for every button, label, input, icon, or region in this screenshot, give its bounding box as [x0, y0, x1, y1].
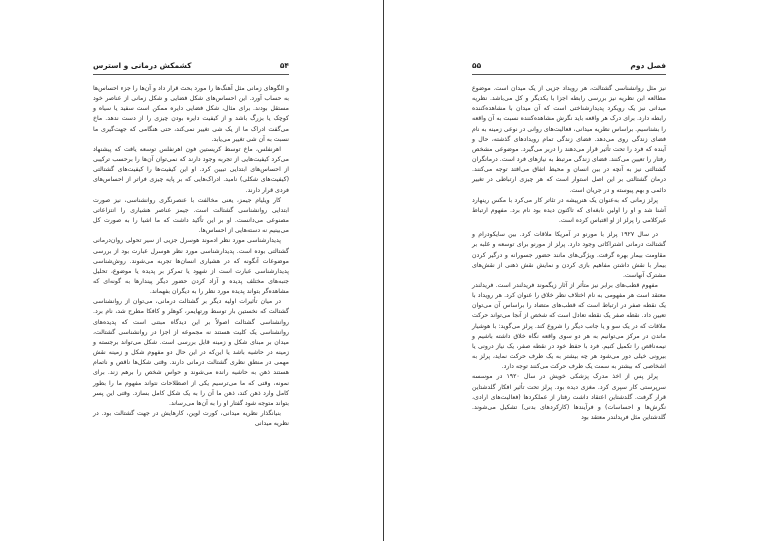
- right-page: [384, 0, 768, 541]
- paragraph: اهرنفلس، ماخ توسط کریستین فون اهرنفلس توسعه یافت که پیشنهاد می‌کرد کیفیت‌هایی از تجربه وجود دارند که نمی‌توان آن‌ها را برحسب ترکیبی از احساس‌های ابتدایی تبیین کرد. او این کیفیت‌ها را کیفیت‌های گشتالتی (کیفیت‌های شکلی) نامید. ادراک‌هایی که بر پایه چیزی فراتر از احساس‌های فردی قرار دارند.: [93, 145, 289, 194]
- right-chapter-label: فصل دوم: [630, 61, 666, 70]
- right-running-head: [472, 60, 666, 72]
- right-header-rule: [472, 74, 666, 75]
- left-running-head: [93, 60, 289, 72]
- paragraph: نیز مثل روانشناسی گشتالت، هر رویداد جزیی از یک میدان است. موضوع مطالعه این نظریه نیز بررسی رابطه اجزا با یکدیگر و کل می‌باشد. نظریه میدانی نیز یک رویکرد پدیدارشناختی است که آن میدان با مشاهده‌کننده رابطه دارد. برای درک هر واقعه باید نگرش مشاهده‌کننده نسبت به آن واقعه را بشناسیم. براساس نظریه میدانی، فعالیت‌های روانی در نوعی زمینه به نام فضای زندگی روی می‌دهد. فضای زندگی تمام رویدادهای گذشته، حال و آینده که فرد را تحت تأثیر قرار می‌دهند را دربر می‌گیرد. موضوعی مشخص رفتار را تعیین می‌کنند. فضای زندگی مرتبط به نیازهای فرد است. درمانگران گشتالتی نیز به آنچه در بین انسان و محیط اتفاق می‌افتد توجه می‌کنند. درمان گشتالتی بر این اصل استوار است که هر چیزی ارتباطی در تغییر دائمی و بهم پیوسته و در جریان است.: [472, 85, 666, 194]
- paragraph: در سال ۱۹۲۷ پرلز با مورنو در آمریکا ملاقات کرد. بین سایکودرام و گشتالت درمانی اشتراکاتی وجود دارد. پرلز از مورنو برای توسعه و غلبه بر مقاومت بیمار بهره گرفت. ویژگی‌های مانند حضور جسورانه و درگیر کردن بیمار با نقش داشتن مفاهیم بازی کردن و نمایش نقش ذهنی از نقش‌های مشترک آنهاست.: [472, 231, 666, 279]
- left-page-number: ۵۴: [279, 61, 289, 70]
- left-header-rule: [93, 74, 289, 75]
- paragraph: پرلز زمانی که به‌عنوان یک هنرپیشه در تئاتر کار می‌کرد با مکس رینهارد آشنا شد و او را اولین نابغه‌ای که تاکنون دیده بود نام برد. مفهوم ارتباط غیرکلامی را پرلز از او اقتباس کرده است.: [472, 196, 666, 225]
- paragraph: بنیانگذار نظریه میدانی، کورت لوین، کارهایش در جهت گشتالت بود. در نظریه میدانی: [93, 410, 289, 428]
- paragraph: پدیدارشناسی مورد نظر ادموند هوسرل جزیی از سیر تحولی روان‌درمانی گشتالتی بوده است. پدیدارشناسی مورد نظر هوسرل عبارت بود از بررسی موضوعات آنگونه که در هشیاری انسان‌ها تجربه می‌شوند. روش‌شناسی پدیدارشناسی عبارت است از شهود یا تمرکز بر پدیده یا موضوع، تحلیل جنبه‌های مختلف پدیده و آزاد کردن حضور دیگر پیندارها به گونه‌ای که مشاهده‌گر بتواند پدیده مورد نظر را به دیگران بفهماند.: [93, 237, 289, 296]
- left-body-text: [93, 84, 289, 429]
- paragraph: مفهوم قطب‌های برابر نیز متأثر از آثار زیگموند فریدلندر است. فریدلندر معتقد است هر مفهومی به نام اختلاف نظر خلاق را عنوان کرد. هر رویداد با یک نقطه صفر در ارتباط است که قطب‌های متضاد را براساس آن می‌توان تعیین داد. نقطه صفر یک نقطه تعادل است که شخص از آنجا می‌تواند حرکت ملاقات که در یک سو و یا جانب دیگر را شروع کند. پرلز می‌گوید: با هوشیار ماندن در مرکز می‌توانیم به هر دو سوی واقعه نگاه خلاق داشته باشیم و نیمه‌ناقص را تکمیل کنیم. فرد با حفظ خود در نقطه صفر، یک نیاز درونی یا بیرونی خیلی دور می‌شود هر چه بیشتر به یک طرف حرکت نماید، پرلز به اشخاصی که بیشتر به سمت یک طرف حرکت می‌کنند توجه دارد.: [472, 281, 666, 371]
- paragraph: کار ویلیام جیمز، یعنی مخالفت با عنصرنگری روانشناسی، نیز صورت ابتدایی روانشناسی گشتالت است. جیمز عناصر هشیاری را انتزاعاتی مصنوعی می‌دانست. او بر این تأکید داشت که ما اشیا را به صورت کل می‌بینیم نه دسته‌هایی از احساس‌ها.: [93, 196, 289, 235]
- paragraph: و الگوهای زمانی مثل آهنگ‌ها را مورد بحث قرار داد و آن‌ها را جزء احساس‌ها به حساب آورد. این احساس‌های شکل فضایی و شکل زمانی از عناصر خود مستقل بودند. برای مثال، شکل فضایی دایره ممکن است سفید یا سیاه و کوچک یا بزرگ باشد و از کیفیت دایره بودن چیزی را از دست ندهد. ماخ می‌گفت ادراک ما از یک شی تغییر نمی‌کند، حتی هنگامی که جهت‌گیری ما نسبت به آن شی تغییر می‌یابد.: [93, 85, 289, 143]
- paragraph: در میان تأثیرات اولیه دیگر بر گشتالت درمانی، می‌توان از روانشناسی گشتالت که نخستین بار توسط ورتهایمر، کوهلر و کافکا مطرح شد، نام برد. روانشناسی گشتالت اصولاً بر این دیدگاه مبتنی است که پدیده‌های روانشناسی یک کلیت هستند نه مجموعه از اجزا در روانشناسی گشتالت، میدان بر مبنای شکل و زمینه قابل بررسی است. شکل می‌تواند برجسته و زمینه در حاشیه باشد یا این‌که در این حال دو مفهوم شکل و زمینه نقش مهمی در منطق نظری گشتالت درمانی دارند. وقتی شکل‌ها ناقص و ناتمام هستند ذهن به حاشیه رانده می‌شوند و حواس شخص را برهم زند. برای نمونه، وقتی که ما می‌ترسیم یکی از اصطلاحات نتواند مفهوم ما را بطور کامل وارد ذهن کند، ذهن ما آن را به یک شکل کامل بسازد. وقتی این پسر بتواند متوجه شود گفتار او را به آن‌ها می‌رساند.: [93, 298, 289, 407]
- paragraph: پرلز پس از اخذ مدرک پزشکی خویش در سال ۱۹۲۰ در موسسه سرپرستی کار سپری کرد. مغزی دیده بود. پرلز تحت تأثیر افکار گلدشتاین قرار گرفت. گلدشتاین اعتقاد داشت رفتار از عملکرد‌ها (فعالیت‌های ارادی، نگرش‌ها و احساسات) و فرآیندها (کارکردهای بدنی) تشکیل می‌شوند. گلدشتاین مثل فریدلندر معتقد بود: [472, 373, 666, 421]
- right-body-text: [472, 84, 666, 423]
- left-book-title: کشمکش درمانی و استرس: [93, 61, 192, 70]
- right-page-number: ۵۵: [472, 61, 482, 70]
